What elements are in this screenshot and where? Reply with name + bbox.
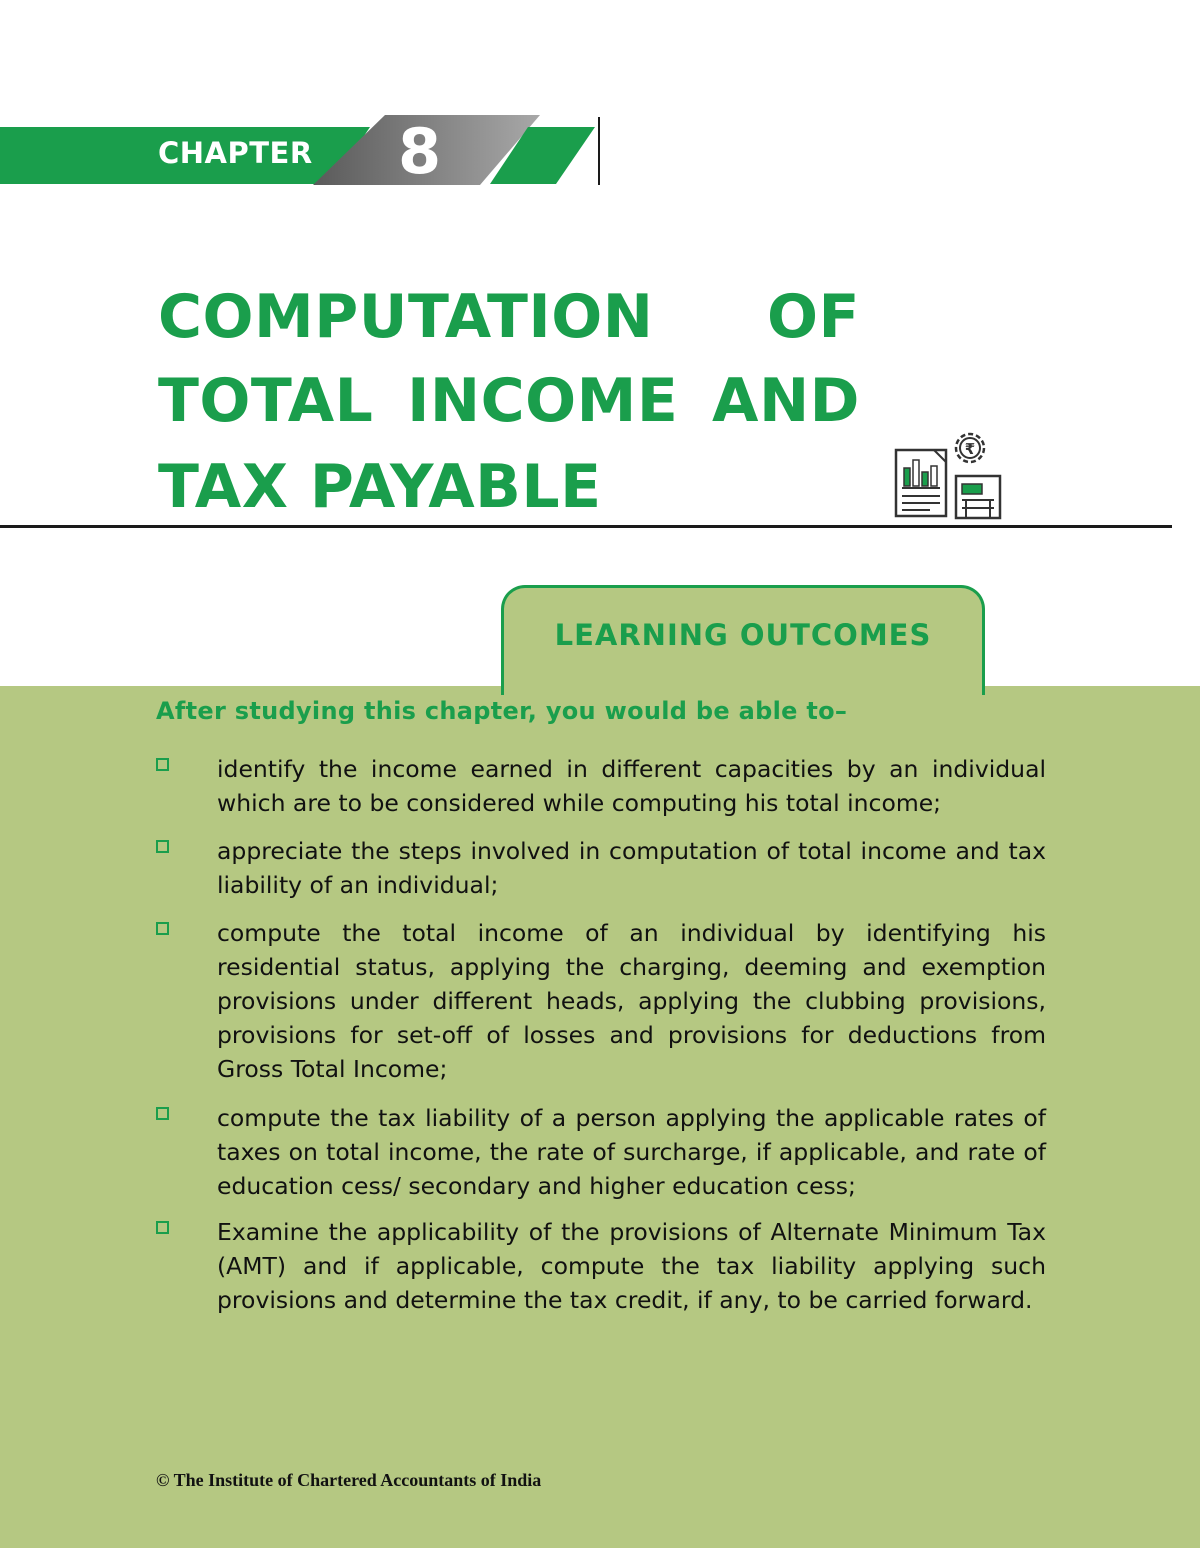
title-word: INCOME xyxy=(407,366,679,436)
outcome-text: appreciate the steps involved in computation of total income and tax liability of an individual; xyxy=(217,837,1046,899)
outcome-text: identify the income earned in different capacities by an individual which are to be considered while computing his total income; xyxy=(217,755,1046,817)
square-bullet-icon xyxy=(156,1107,169,1120)
square-bullet-icon xyxy=(156,840,169,853)
outcome-text: compute the tax liability of a person applying the applicable rates of taxes on total income, the rate of surcharge, if applicable, and rate of education cess/ secondary and higher education cess; xyxy=(217,1104,1046,1200)
outcome-text: Examine the applicability of the provisions of Alternate Minimum Tax (AMT) and if applicable, compute the tax liability applying such provisions and determine the tax credit, if any, to be carried forward. xyxy=(217,1218,1046,1314)
square-bullet-icon xyxy=(156,1221,169,1234)
outcome-item xyxy=(156,1101,1046,1203)
title-word: AND xyxy=(712,366,860,436)
outcome-text: compute the total income of an individual by identifying his residential status, applying the charging, deeming and exemption provisions under different heads, applying the clubbing provisions, provisions for set-off of losses and provisions for deductions from Gross Total Income; xyxy=(217,919,1046,1083)
square-bullet-icon xyxy=(156,758,169,771)
title-line-1 xyxy=(158,282,860,352)
outcome-item xyxy=(156,752,1046,820)
learning-outcomes-intro: After studying this chapter, you would be able to– xyxy=(156,697,848,725)
tax-document-rupee-gear-icon xyxy=(890,428,1005,522)
outcome-item xyxy=(156,1215,1046,1317)
chapter-label: CHAPTER xyxy=(158,136,313,170)
svg-text:₹: ₹ xyxy=(964,440,976,458)
title-line-2 xyxy=(158,366,860,436)
title-word: COMPUTATION xyxy=(158,282,654,352)
title-word: TAX PAYABLE xyxy=(158,452,602,522)
outcome-item xyxy=(156,916,1046,1086)
title-word: OF xyxy=(767,282,860,352)
title-divider xyxy=(0,525,1172,528)
title-line-3 xyxy=(158,452,860,522)
chapter-number: 8 xyxy=(398,115,442,188)
square-bullet-icon xyxy=(156,922,169,935)
learning-outcomes-heading: LEARNING OUTCOMES xyxy=(554,618,932,652)
title-word: TOTAL xyxy=(158,366,374,436)
outcome-item xyxy=(156,834,1046,902)
copyright-footer: © The Institute of Chartered Accountants of India xyxy=(156,1470,542,1490)
